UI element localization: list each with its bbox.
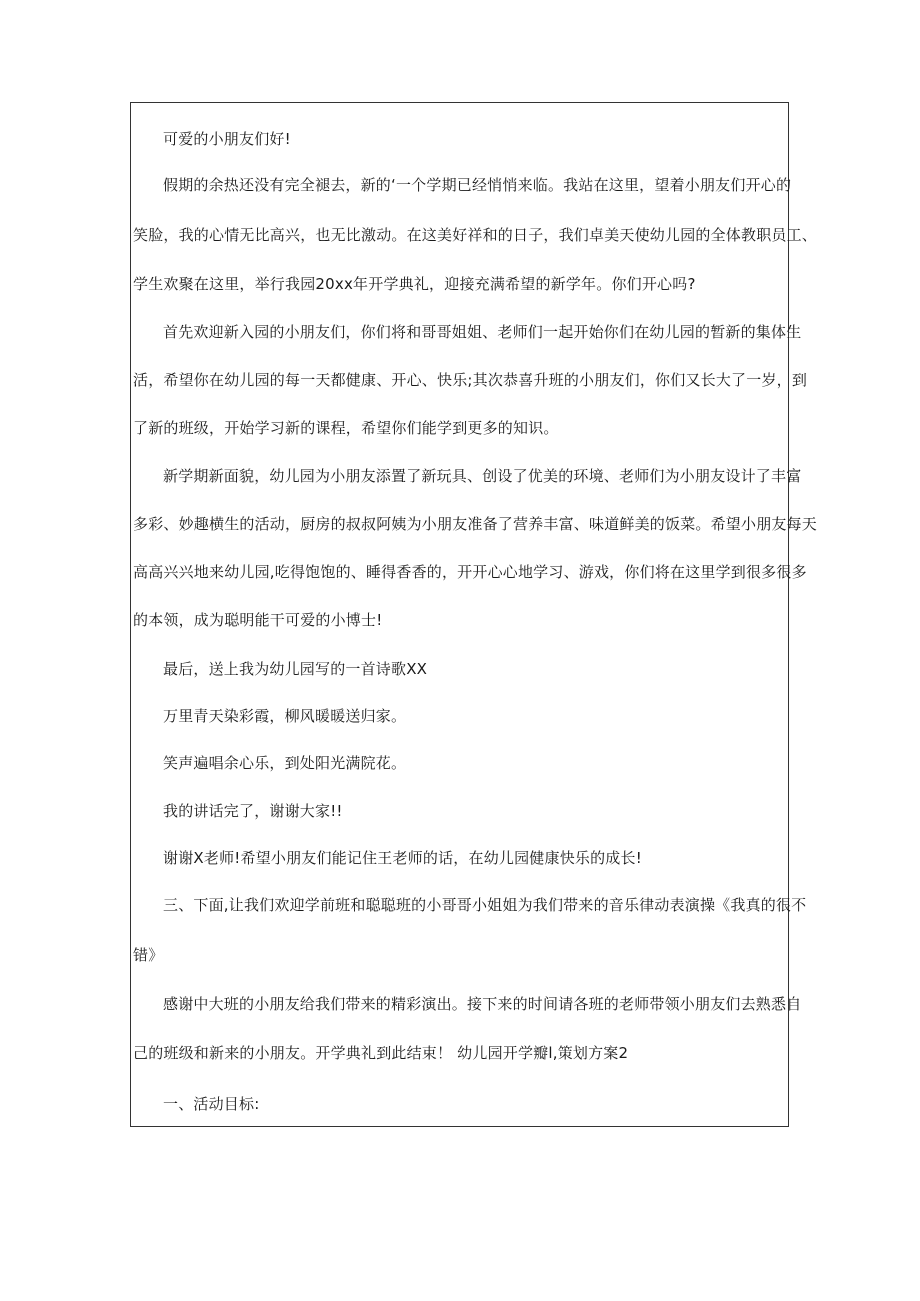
final-paragraph-line-1: 感谢中大班的小朋友给我们带来的精彩演出。接下来的时间请各班的老师带领小朋友们去熟悉自 (163, 995, 802, 1013)
poem-line-1: 万里青天染彩霞，柳风暖暖送归家。 (163, 707, 407, 725)
closing-line: 我的讲话完了，谢谢大家!! (163, 802, 343, 820)
poem-line-2: 笑声遍唱余心乐，到处阳光满院花。 (163, 754, 407, 772)
final-paragraph-line-2: 己的班级和新来的小朋友。开学典礼到此结束！ 幼儿园开学瓣l,策划方案2 (133, 1044, 629, 1062)
section-three-line-1: 三、下面,让我们欢迎学前班和聪聪班的小哥哥小姐姐为我们带来的音乐律动表演操《我真的很不 (163, 896, 807, 914)
paragraph-2-line-1: 首先欢迎新入园的小朋友们，你们将和哥哥姐姐、老师们一起开始你们在幼儿园的暂新的集体生 (163, 323, 802, 341)
paragraph-2-line-2: 活，希望你在幼儿园的每一天都健康、开心、快乐;其次恭喜升班的小朋友们，你们又长大了一岁，到 (133, 371, 808, 389)
paragraph-3-line-2: 多彩、妙趣横生的活动，厨房的叔叔阿姨为小朋友准备了营养丰富、味道鲜美的饭菜。希望小朋友每天 (133, 515, 818, 533)
paragraph-3-line-4: 的本领，成为聪明能干可爱的小博士! (133, 611, 383, 629)
section-three-line-2: 错》 (133, 946, 164, 964)
paragraph-3-line-3: 高高兴兴地来幼儿园,吃得饱饱的、睡得香香的，开开心心地学习、游戏，你们将在这里学到很多很多 (133, 563, 807, 581)
thanks-line: 谢谢X老师!希望小朋友们能记住王老师的话，在幼儿园健康快乐的成长! (163, 849, 642, 867)
poem-intro-line: 最后，送上我为幼儿园写的一首诗歌XX (163, 660, 428, 678)
paragraph-1-line-1: 假期的余热还没有完全褪去，新的‘一个学期已经悄悄来临。我站在这里，望着小朋友们开心的 (163, 176, 792, 194)
paragraph-2-line-3: 了新的班级，开始学习新的课程，希望你们能学到更多的知识。 (133, 419, 559, 437)
paragraph-3-line-1: 新学期新面貌，幼儿园为小朋友添置了新玩具、创设了优美的环境、老师们为小朋友设计了丰富 (163, 467, 802, 485)
greeting-line: 可爱的小朋友们好! (163, 130, 291, 148)
paragraph-1-line-3: 学生欢聚在这里，举行我园20xx年开学典礼，迎接充满希望的新学年。你们开心吗? (133, 275, 696, 293)
paragraph-1-line-2: 笑脸，我的心情无比高兴，也无比激动。在这美好祥和的日子，我们卓美天使幼儿园的全体教职员工、 (133, 226, 818, 244)
activity-goals-heading: 一、活动目标: (163, 1095, 260, 1113)
